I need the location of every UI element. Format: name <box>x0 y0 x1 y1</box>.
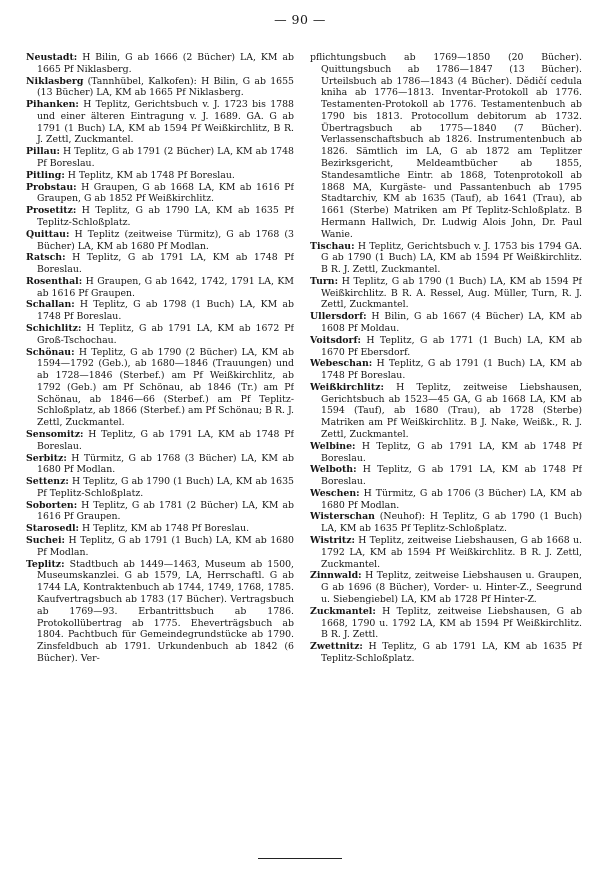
register-entry <box>26 276 294 300</box>
register-entry <box>310 535 582 570</box>
entry-placename: Pillau: <box>26 146 60 158</box>
register-entry <box>26 205 294 229</box>
register-entry <box>26 99 294 146</box>
register-entry <box>310 52 582 241</box>
entry-text: H Teplitz, G ab 1781 (2 Bücher) LA, KM ab 1616 Pf Graupen. <box>37 499 294 523</box>
register-entry <box>26 252 294 276</box>
register-entry <box>310 641 582 665</box>
register-entry <box>26 323 294 347</box>
register-entry <box>26 170 294 182</box>
entry-placename: Welboth: <box>310 464 357 476</box>
register-entry <box>26 500 294 524</box>
entry-text: H Teplitz, G ab 1790 (1 Buch) LA, KM ab 1594 Pf Weißkirchlitz. B R. A. Ressel, Aug. Müller, Turn, R. J. Zettl, Zuckmantel. <box>321 275 582 311</box>
entry-placename: Schallan: <box>26 299 75 311</box>
register-entry <box>26 229 294 253</box>
entry-placename: Neustadt: <box>26 52 78 63</box>
register-entry <box>26 429 294 453</box>
footer-rule <box>258 858 342 859</box>
entry-text: (Tannhübel, Kalkofen): H Bilin, G ab 1655 (13 Bücher) LA, KM ab 1665 Pf Niklasberg. <box>37 75 294 99</box>
register-entry <box>26 559 294 665</box>
left-column <box>26 52 294 842</box>
entry-placename: Quittau: <box>26 228 70 240</box>
entry-text: H Türmitz, G ab 1768 (3 Bücher) LA, KM ab 1680 Pf Modlan. <box>37 452 294 476</box>
register-entry <box>26 182 294 206</box>
entry-text: H Teplitz, zeitweise Liebshausen, G ab 1668 u. 1792 LA, KM ab 1594 Pf Weißkirchlitz. B R. J. Zettl, Zuckmantel. <box>321 535 582 570</box>
register-entry <box>310 488 582 512</box>
entry-text: H Bilin, G ab 1666 (2 Bücher) LA, KM ab 1665 Pf Niklasberg. <box>37 52 294 75</box>
entry-text: H Teplitz, Gerichtsbuch v. J. 1753 bis 1794 GA. G ab 1790 (1 Buch) LA, KM ab 1594 Pf Weißkirchlitz. B R. J. Zettl, Zuckmantel. <box>321 240 582 276</box>
register-entry <box>310 606 582 641</box>
entry-text: (Neuhof): H Teplitz, G ab 1790 (1 Buch) LA, KM ab 1635 Pf Teplitz-Schloßplatz. <box>321 511 582 535</box>
entry-placename: Settenz: <box>26 476 69 488</box>
entry-text: pflichtungsbuch ab 1769—1850 (20 Bücher). Quittungsbuch ab 1786—1847 (13 Bücher). Urteilsbuch ab 1786—1843 (4 Bücher). Dědičí cedula kniha ab 1776—1813. Inventar-Protokoll ab 1776. Testamenten-Protokoll ab 1776. Testamentenbuch ab 1790 bis 1813. Protocollum debitorum ab 1732. Übertragsbuch ab 1775—1840 (7 Bücher). Verlassenschaftsbuch ab 1826. Instrumentenbuch ab 1826. Sämtlich im LA, G ab 1872 am Teplitzer Bezirksgericht, Meldeamtbücher ab 1855, Standesamtliche Eintr. ab 1868, Totenprotokoll ab 1868 MA, Kurgäste- und Passantenbuch ab 1795 Stadtarchiv, KM ab 1635 (Tauf), ab 1641 (Trau), ab 1661 (Sterbe) Matriken am Pf Teplitz-Schloßplatz. B Hermann Hallwich, Dr. Ludwig Alois John, Dr. Paul Wanie. <box>310 52 582 240</box>
register-entry <box>310 511 582 535</box>
entry-text: H Teplitz, G ab 1791 LA, KM ab 1748 Pf Boreslau. <box>37 252 294 276</box>
entry-text: H Teplitz, zeitweise Liebshausen, Gerichtsbuch ab 1523—45 GA, G ab 1668 LA, KM ab 1594 (Tauf), ab 1680 (Trau), ab 1728 (Sterbe) Matriken am Pf Weißkirchlitz. B J. Nake, Weißk., R. J. Zettl, Zuckmantel. <box>321 381 582 440</box>
entry-placename: Wistritz: <box>310 535 355 547</box>
register-entry <box>26 347 294 429</box>
entry-text: H Teplitz, G ab 1791 (1 Buch) LA, KM ab 1680 Pf Modlan. <box>37 535 294 558</box>
entry-placename: Starosedl: <box>26 523 80 535</box>
entry-placename: Rosenthal: <box>26 275 83 287</box>
entry-placename: Suchei: <box>26 535 65 547</box>
register-entry <box>26 535 294 559</box>
entry-placename: Teplitz: <box>26 558 65 570</box>
entry-placename: Voitsdorf: <box>310 334 361 346</box>
entry-placename: Welbine: <box>310 440 356 452</box>
entry-placename: Ratsch: <box>26 252 66 264</box>
entry-text: H Teplitz, G ab 1791 (2 Bücher) LA, KM ab 1748 Pf Boreslau. <box>37 146 294 170</box>
entry-text: H Teplitz, G ab 1791 LA, KM ab 1635 Pf Teplitz-Schloßplatz. <box>321 641 582 664</box>
register-entry <box>310 276 582 311</box>
entry-text: H Teplitz, G ab 1790 LA, KM ab 1635 Pf Teplitz-Schloßplatz. <box>37 205 294 228</box>
entry-placename: Schönau: <box>26 346 75 358</box>
page-number: — 90 — <box>274 12 326 27</box>
register-entry <box>26 146 294 170</box>
entry-text: H Teplitz, KM ab 1748 Pf Boreslau. <box>82 523 250 535</box>
entry-placename: Wisterschan <box>310 511 375 523</box>
entry-text: H Teplitz, G ab 1790 (1 Buch) LA, KM ab 1635 Pf Teplitz-Schloßplatz. <box>37 476 294 499</box>
entry-text: H Teplitz, G ab 1790 (2 Bücher) LA, KM ab 1594—1792 (Geb.), ab 1680—1846 (Trauungen) und ab 1728—1846 (Sterbef.) am Pf Weißkirchlitz, ab 1792 (Geb.) am Pf Schönau, ab 1846 (Tr.) am Pf Schönau, ab 1846—66 (Sterbef.) am Pf Teplitz-Schloßplatz, ab 1866 (Sterbef.) am Pf Schönau; B R. J. Zettl, Zuckmantel. <box>37 346 294 429</box>
entry-text: H Bilin, G ab 1667 (4 Bücher) LA, KM ab 1608 Pf Moldau. <box>321 311 582 334</box>
register-entry <box>310 311 582 335</box>
register-entry <box>26 523 294 535</box>
entry-placename: Pitling: <box>26 169 65 181</box>
entry-placename: Pihanken: <box>26 99 79 111</box>
entry-text: H Teplitz, G ab 1791 LA, KM ab 1748 Pf Boreslau. <box>321 440 582 464</box>
register-entry <box>26 476 294 500</box>
register-entry <box>310 441 582 465</box>
entry-placename: Zuckmantel: <box>310 605 376 617</box>
register-entry <box>26 453 294 477</box>
register-entry <box>26 76 294 100</box>
entry-text: H Graupen, G ab 1668 LA, KM ab 1616 Pf Graupen, G ab 1852 Pf Weißkirchlitz. <box>37 181 294 205</box>
right-column <box>310 52 582 842</box>
entry-placename: Webeschan: <box>310 358 373 370</box>
entry-placename: Niklasberg <box>26 75 84 87</box>
entry-text: H Teplitz, G ab 1798 (1 Buch) LA, KM ab 1748 Pf Boreslau. <box>37 299 294 323</box>
entry-text: H Teplitz, G ab 1791 LA, KM ab 1748 Pf Boreslau. <box>321 464 582 488</box>
entry-text: H Teplitz, G ab 1791 LA, KM ab 1672 Pf Groß-Tschochau. <box>37 322 294 346</box>
register-entry <box>310 464 582 488</box>
register-entry <box>26 299 294 323</box>
entry-placename: Zinnwald: <box>310 570 362 582</box>
entry-text: H Teplitz, zeitweise Liebshausen u. Graupen, G ab 1696 (8 Bücher), Vorder- u. Hinter-Z., Seegrund u. Siebengiebel) LA, KM ab 1728 Pf Hinter-Z. <box>321 570 582 605</box>
entry-placename: Weißkirchlitz: <box>310 381 384 393</box>
entry-placename: Sensomitz: <box>26 429 84 440</box>
register-entry <box>310 335 582 359</box>
register-entry <box>310 382 582 441</box>
entry-placename: Ullersdorf: <box>310 311 367 323</box>
entry-placename: Tischau: <box>310 240 355 252</box>
register-entry <box>310 358 582 382</box>
entry-text: H Teplitz (zeitweise Türmitz), G ab 1768 (3 Bücher) LA, KM ab 1680 Pf Modlan. <box>37 228 294 252</box>
entry-text: H Teplitz, zeitweise Liebshausen, G ab 1668, 1790 u. 1792 LA, KM ab 1594 Pf Weißkirchlitz. B R. J. Zettl. <box>321 605 582 641</box>
entry-placename: Probstau: <box>26 181 77 193</box>
entry-placename: Turn: <box>310 275 339 287</box>
entry-placename: Zwettnitz: <box>310 641 363 653</box>
entry-text: H Teplitz, Gerichtsbuch v. J. 1723 bis 1788 und einer älteren Eintragung v. J. 1689. GA. G ab 1791 (1 Buch) LA, KM ab 1594 Pf Weißkirchlitz, B R. J. Zettl, Zuckmantel. <box>37 99 294 146</box>
register-entry <box>310 570 582 605</box>
entry-text: H Teplitz, KM ab 1748 Pf Boreslau. <box>67 169 235 181</box>
entry-text: H Türmitz, G ab 1706 (3 Bücher) LA, KM ab 1680 Pf Modlan. <box>321 487 582 511</box>
entry-text: H Teplitz, G ab 1791 (1 Buch) LA, KM ab 1748 Pf Boreslau. <box>321 358 582 382</box>
register-entry <box>310 241 582 276</box>
register-entry <box>26 52 294 76</box>
entry-placename: Schichlitz: <box>26 322 82 334</box>
entry-text: Stadtbuch ab 1449—1463, Museum ab 1500, Museumskanzlei. G ab 1579, LA, Herrschaftl. G ab 1744 LA, Kontraktenbuch ab 1744, 1749, 1768, 1785. Kaufvertragsbuch ab 1783 (17 Bücher). Vertragsbuch ab 1769—93. Erbantrittsbuch ab 1786. Protokollübertrag ab 1775. Eheverträgsbuch ab 1804. Pachtbuch für Gemeindegrundstücke ab 1790. Zinsfeldbuch ab 1791. Urkundenbuch ab 1842 (6 Bücher). Ver- <box>37 558 294 664</box>
entry-placename: Prosetitz: <box>26 205 77 217</box>
entry-text: H Teplitz, G ab 1771 (1 Buch) LA, KM ab 1670 Pf Ebersdorf. <box>321 334 582 358</box>
entry-text: H Teplitz, G ab 1791 LA, KM ab 1748 Pf Boreslau. <box>37 429 294 452</box>
entry-placename: Soborten: <box>26 499 78 511</box>
entry-placename: Weschen: <box>310 487 360 499</box>
entry-text: H Graupen, G ab 1642, 1742, 1791 LA, KM ab 1616 Pf Graupen. <box>37 275 294 299</box>
entry-placename: Serbitz: <box>26 452 67 464</box>
